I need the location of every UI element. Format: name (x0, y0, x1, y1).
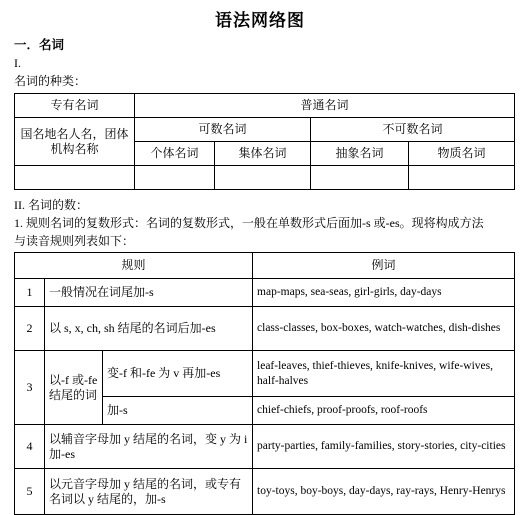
rule-text: 以元音字母加 y 结尾的名词，或专有名词以 y 结尾的，加-s (45, 469, 253, 515)
example-text: class-classes, box-boxes, watch-watches, dish-dishes (253, 307, 515, 351)
rule-text: 以辅音字母加 y 结尾的名词，变 y 为 i 加-es (45, 425, 253, 469)
example-text: map-maps, sea-seas, girl-girls, day-days (253, 279, 515, 307)
page-title: 语法网络图 (215, 11, 305, 31)
example-text: chief-chiefs, proof-proofs, roof-roofs (253, 397, 515, 425)
table-row (15, 279, 515, 307)
table-row (15, 425, 515, 469)
table-row (15, 307, 515, 351)
row-number: 4 (15, 425, 45, 469)
row-number: 3 (15, 351, 45, 425)
cell-individual: 个体名词 (135, 142, 215, 166)
example-text: party-parties, family-families, story-stories, city-cities (253, 425, 515, 469)
cell-common-noun: 普通名词 (135, 94, 515, 118)
section-heading-nouns: 一．名词 (14, 37, 65, 52)
sub-rule-text: 加-s (103, 397, 253, 425)
rule-text: 以 s, x, ch, sh 结尾的名词后加-es (45, 307, 253, 351)
cell-material: 物质名词 (409, 142, 515, 166)
cell-proper-desc: 国名地名人名，团体机构名称 (15, 118, 135, 166)
row-number: 2 (15, 307, 45, 351)
cell-proper-noun: 专有名词 (15, 94, 135, 118)
header-rule: 规则 (15, 253, 253, 279)
kinds-heading: 名词的种类： (14, 74, 87, 88)
header-example: 例词 (253, 253, 515, 279)
rule-text: 一般情况在词尾加-s (45, 279, 253, 307)
roman-numeral-2: II. 名词的数： (14, 198, 88, 212)
cell-empty (135, 166, 215, 190)
noun-kinds-table (14, 93, 515, 190)
cell-countable: 可数名词 (135, 118, 311, 142)
example-text: leaf-leaves, thief-thieves, knife-knives, wife-wives, half-halves (253, 351, 515, 397)
plural-rules-table (14, 252, 515, 515)
table-row (15, 469, 515, 515)
roman-numeral-1: I. (14, 56, 21, 70)
cell-uncountable: 不可数名词 (311, 118, 515, 142)
cell-empty (215, 166, 311, 190)
row-number: 1 (15, 279, 45, 307)
cell-empty (311, 166, 409, 190)
paragraph-line-1: 1. 规则名词的复数形式：名词的复数形式，一般在单数形式后面加-s 或-es。现将构成方法 (14, 216, 484, 230)
cell-abstract: 抽象名词 (311, 142, 409, 166)
row-number: 5 (15, 469, 45, 515)
table-row (15, 351, 515, 397)
cell-collective: 集体名词 (215, 142, 311, 166)
sub-rule-text: 变-f 和-fe 为 v 再加-es (103, 351, 253, 397)
example-text: toy-toys, boy-boys, day-days, ray-rays, Henry-Henrys (253, 469, 515, 515)
cell-empty (15, 166, 135, 190)
cell-empty (409, 166, 515, 190)
paragraph-line-2: 与读音规则列表如下： (14, 234, 135, 248)
rule-text: 以-f 或-fe 结尾的词 (45, 351, 103, 425)
